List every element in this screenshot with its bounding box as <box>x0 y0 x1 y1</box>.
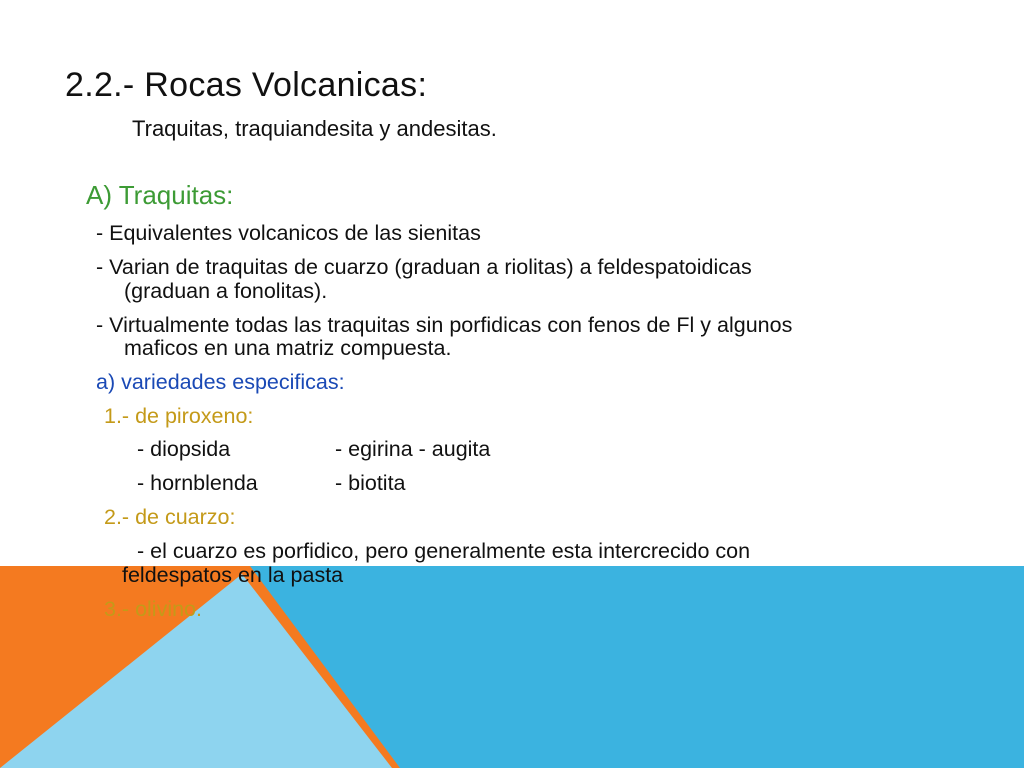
varieties-heading: a) variedades especificas: <box>96 370 345 394</box>
bullet-2: - Varian de traquitas de cuarzo (graduan a riolitas) a feldespatoidicas <box>96 255 752 279</box>
item-1-row-1 <box>137 437 491 461</box>
mineral-biotita: - biotita <box>335 471 406 495</box>
item-2-heading: 2.- de cuarzo: <box>104 505 236 529</box>
item-1-row-2 <box>137 471 406 495</box>
mineral-diopsida: - diopsida <box>137 437 231 461</box>
item-2-line-1: - el cuarzo es porfidico, pero generalmente esta intercrecido con <box>137 539 751 563</box>
bullet-1: - Equivalentes volcanicos de las sienitas <box>96 221 481 245</box>
bullet-3: - Virtualmente todas las traquitas sin porfidicas con fenos de Fl y algunos <box>96 313 793 337</box>
section-heading: A) Traquitas: <box>86 180 234 210</box>
item-1-heading: 1.- de piroxeno: <box>104 404 254 428</box>
bullet-3-continued: maficos en una matriz compuesta. <box>124 336 452 360</box>
mineral-hornblenda: - hornblenda <box>137 471 258 495</box>
item-2-line-2: feldespatos en la pasta <box>122 563 344 587</box>
item-3-heading: 3.- olivino. <box>104 597 202 621</box>
slide-subtitle: Traquitas, traquiandesita y andesitas. <box>132 116 497 141</box>
bullet-2-continued: (graduan a fonolitas). <box>124 279 328 303</box>
mineral-egirina-augita: - egirina - augita <box>335 437 491 461</box>
slide-title: 2.2.- Rocas Volcanicas: <box>65 66 428 104</box>
